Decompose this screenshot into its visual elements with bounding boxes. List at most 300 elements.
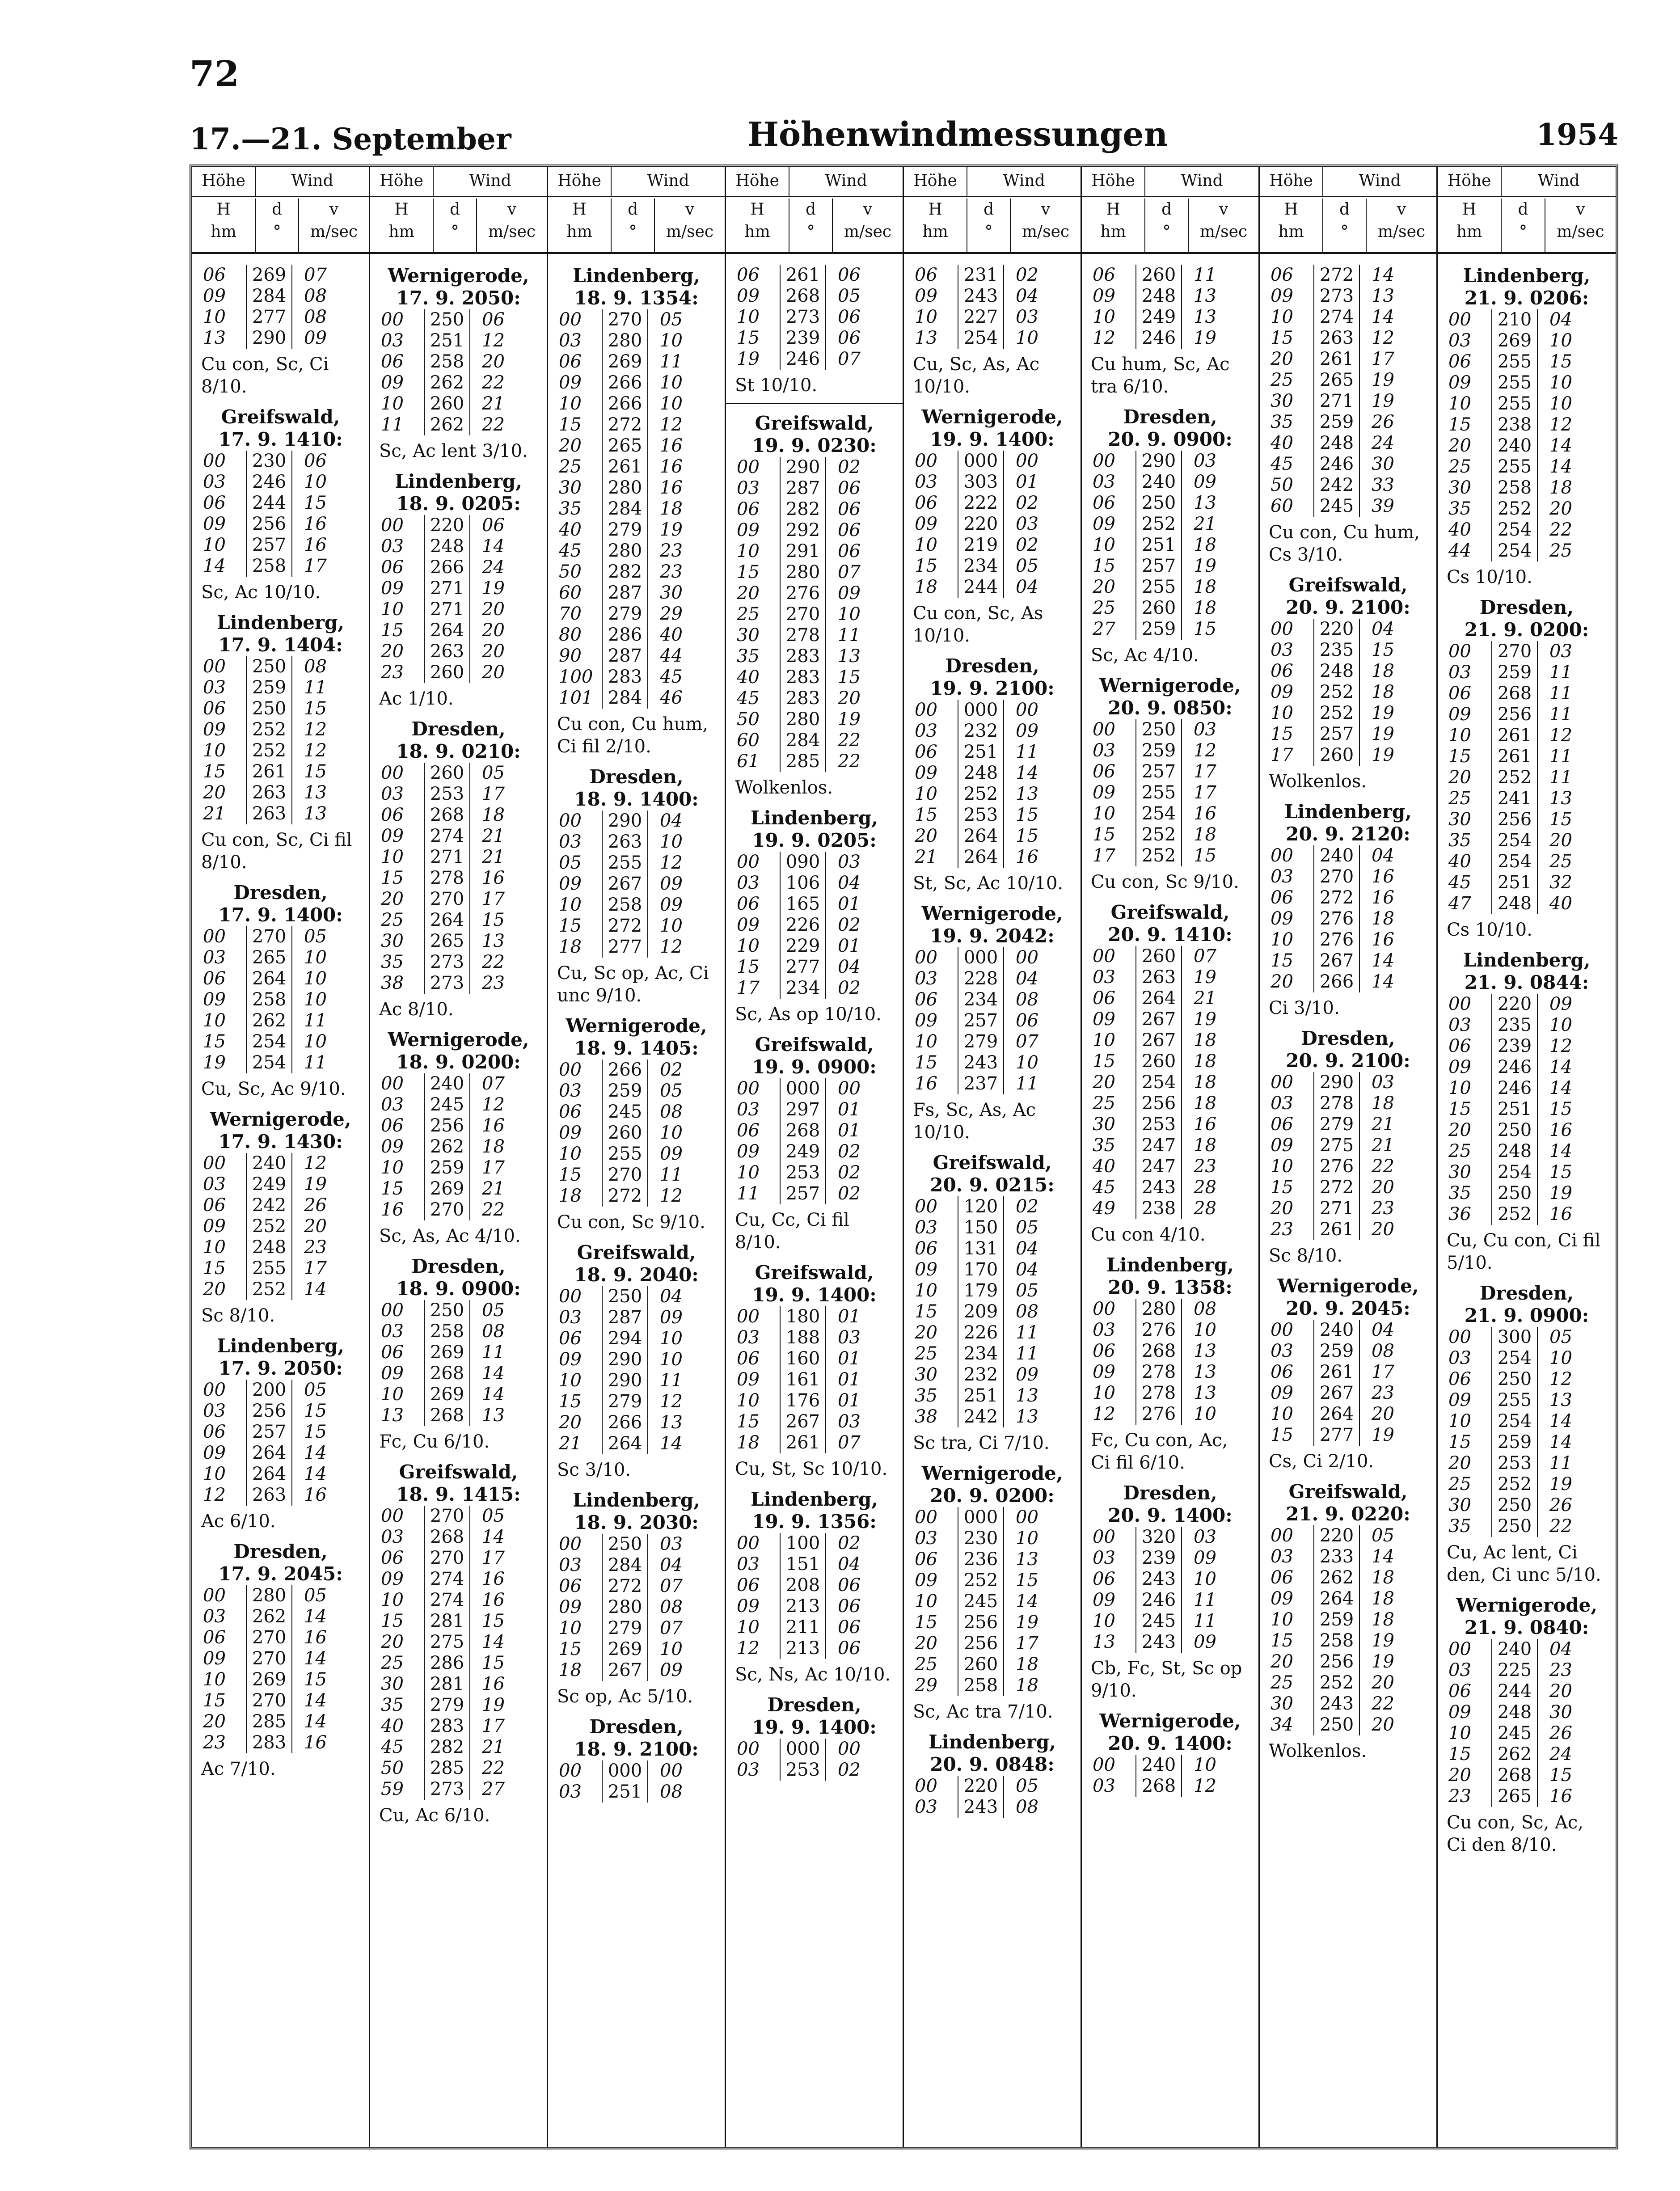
direction-cell: 179 [958,1280,1004,1301]
cloud-observation: Sc tra, Ci 7/10. [913,1433,1050,1453]
table-row [548,1760,725,1782]
table-row [1260,1630,1436,1651]
station-time: 17. 9. 1430: [218,1131,343,1152]
station-time: 20. 9. 0850: [1108,697,1233,719]
height-cell: 20 [1448,767,1471,788]
table-row [1438,788,1616,809]
direction-cell: 232 [958,721,1004,742]
table-row [192,719,369,740]
height-cell: 10 [203,1669,226,1690]
direction-cell: 271 [1313,391,1360,412]
height-cell: 50 [381,1758,404,1778]
speed-cell: 11 [1549,662,1572,683]
direction-cell: 252 [1313,1672,1360,1693]
direction-cell: 239 [780,328,826,349]
speed-cell: 13 [1016,1385,1038,1406]
speed-cell: 19 [1372,1425,1394,1445]
height-cell: 09 [737,286,760,306]
speed-cell: 09 [1194,1632,1216,1652]
direction-cell: 131 [958,1238,1004,1259]
table-row [192,535,369,556]
height-cell: 10 [915,535,937,555]
table-row [1260,866,1436,887]
direction-cell: 259 [1491,662,1538,683]
speed-cell: 14 [1372,950,1394,971]
table-row [1438,1765,1616,1786]
table-row [370,847,547,868]
direction-cell: 273 [1313,286,1360,307]
speed-cell: 10 [304,1031,327,1052]
table-row [192,307,369,328]
station-block [548,265,725,758]
speed-cell: 17 [482,784,505,804]
height-cell: 30 [559,477,582,498]
speed-cell: 25 [1549,540,1572,561]
speed-cell: 05 [1016,556,1038,576]
speed-cell: 09 [660,1307,683,1328]
speed-cell: 08 [304,656,327,677]
speed-cell: 05 [1372,1525,1394,1546]
height-cell: 15 [915,1612,937,1633]
table-row [548,309,725,330]
height-cell: 00 [381,515,404,536]
table-row [1438,1036,1616,1057]
direction-cell: 290 [602,1349,648,1370]
direction-cell: 254 [1491,1348,1538,1369]
direction-cell: 261 [1313,1362,1360,1383]
header-hoehe: Höhe [1082,167,1145,196]
direction-cell: 242 [1313,475,1360,496]
height-cell: 09 [1093,286,1115,306]
height-cell: 03 [1093,967,1115,988]
station-time: 18. 9. 2100: [574,1738,699,1760]
cloud-observation: Sc, As, Ac 4/10. [379,1226,521,1246]
speed-cell: 06 [838,265,861,285]
height-cell: 09 [381,826,404,846]
table-row [1260,1383,1436,1404]
speed-cell: 05 [482,763,505,783]
height-cell: 09 [915,1259,937,1280]
station-block [726,1488,903,1686]
height-cell: 03 [203,677,226,698]
height-cell: 10 [915,1591,937,1612]
height-cell: 20 [1271,1651,1293,1672]
height-cell: 09 [203,1216,226,1237]
height-cell: 10 [1093,1030,1115,1051]
height-cell: 06 [1093,1341,1115,1361]
height-cell: 40 [1448,519,1471,540]
table-row [192,1648,369,1669]
table-row [904,307,1081,328]
speed-cell: 22 [482,414,505,435]
direction-cell: 285 [424,1758,470,1779]
height-cell: 10 [1448,1078,1471,1098]
direction-cell: 271 [424,578,470,599]
direction-cell: 268 [1135,1776,1182,1797]
direction-cell: 241 [1491,788,1538,809]
speed-cell: 03 [1194,719,1216,740]
direction-cell: 090 [780,852,826,873]
speed-cell: 13 [1194,493,1216,513]
table-row [904,1633,1081,1654]
height-cell: 25 [1093,1093,1115,1114]
cloud-observation: Cu con, Cu hum, Cs 3/10. [1269,522,1420,565]
table-row [192,1031,369,1052]
table-row [370,1779,547,1800]
table-row [726,1120,903,1141]
direction-cell: 290 [602,811,648,832]
table-row [726,915,903,936]
height-cell: 00 [1093,1527,1115,1547]
header-speed: v m/sec [654,198,725,252]
height-cell: 16 [915,1073,937,1094]
height-cell: 06 [1448,1369,1471,1389]
table-column [726,167,904,2147]
height-cell: 16 [381,1199,404,1220]
station-time: 19. 9. 1400: [930,428,1055,450]
speed-cell: 26 [1372,412,1394,432]
table-row [1438,830,1616,851]
speed-cell: 11 [1549,767,1572,788]
table-row [1438,1141,1616,1162]
height-cell: 06 [1448,1681,1471,1701]
direction-cell: 246 [1313,454,1360,475]
direction-cell: 257 [780,1183,826,1204]
speed-cell: 00 [1016,1507,1038,1528]
speed-cell: 02 [660,1060,683,1080]
station-block [370,470,547,710]
table-row [904,1238,1081,1259]
speed-cell: 08 [660,1102,683,1122]
direction-cell: 320 [1135,1527,1182,1548]
height-cell: 06 [1448,1036,1471,1056]
table-row [370,309,547,330]
height-cell: 09 [1271,682,1293,702]
station-name: Greifswald, [933,1152,1052,1174]
table-row [1438,809,1616,830]
direction-cell: 273 [780,307,826,328]
cloud-observation: Cs 10/10. [1447,920,1532,940]
station-block [370,265,547,462]
table-row [904,556,1081,577]
station-name: Lindenberg, [751,807,878,829]
table-row [904,1406,1081,1427]
speed-cell: 07 [1194,946,1216,967]
height-cell: 03 [1093,1548,1115,1568]
height-cell: 38 [381,973,404,993]
speed-cell: 12 [304,719,327,740]
height-cell: 30 [381,1674,404,1694]
cloud-observation: Ac 8/10. [379,999,454,1020]
header-height-unit: H hm [1260,198,1323,252]
table-row [904,1797,1081,1818]
cloud-observation: Cu, Cu con, Ci fil 5/10. [1447,1230,1601,1273]
direction-cell: 279 [602,1391,648,1412]
direction-cell: 261 [1313,1219,1360,1240]
direction-cell: 268 [424,1363,470,1384]
speed-cell: 02 [1016,1196,1038,1217]
height-cell: 00 [381,763,404,783]
speed-cell: 13 [1194,1341,1216,1361]
direction-cell: 279 [1313,1114,1360,1135]
table-row [904,1322,1081,1343]
station-block [726,265,903,404]
station-time: 19. 9. 0205: [752,829,877,851]
direction-cell: 270 [602,1165,648,1186]
height-cell: 40 [1448,851,1471,872]
speed-cell: 09 [1016,1364,1038,1385]
direction-cell: 234 [958,1343,1004,1364]
height-cell: 20 [203,1279,226,1300]
table-row [1260,950,1436,971]
direction-cell: 264 [1313,1404,1360,1425]
direction-cell: 252 [1313,682,1360,703]
station-block [1082,675,1258,893]
speed-cell: 05 [660,309,683,330]
height-cell: 06 [203,968,226,989]
direction-cell: 278 [1135,1362,1182,1383]
table-row [548,414,725,435]
speed-cell: 11 [1016,1073,1038,1094]
table-row [548,874,725,895]
height-cell: 10 [381,1157,404,1178]
speed-cell: 05 [482,1300,505,1321]
speed-cell: 20 [1372,1219,1394,1240]
direction-cell: 290 [602,1370,648,1391]
table-row [726,1596,903,1617]
table-row [726,936,903,957]
table-row [726,688,903,709]
direction-cell: 262 [424,1136,470,1157]
height-cell: 10 [381,393,404,414]
table-row [1260,1320,1436,1341]
height-cell: 15 [381,620,404,641]
speed-cell: 11 [660,1165,683,1185]
speed-cell: 06 [838,1575,861,1596]
direction-cell: 271 [1313,1198,1360,1219]
table-row [1260,682,1436,703]
table-row [192,698,369,719]
direction-cell: 270 [246,1627,292,1648]
height-cell: 20 [381,889,404,909]
direction-cell: 280 [1135,1299,1182,1320]
speed-cell: 16 [660,456,683,477]
speed-cell: 19 [1194,967,1216,988]
table-row [548,477,725,498]
height-cell: 30 [1093,1114,1115,1135]
height-cell: 21 [915,847,937,867]
direction-cell: 243 [958,1052,1004,1073]
table-row [1082,286,1258,307]
station-block [904,655,1081,895]
direction-cell: 000 [958,451,1004,472]
speed-cell: 08 [660,1782,683,1802]
speed-cell: 15 [1016,1570,1038,1591]
height-cell: 25 [1448,456,1471,477]
height-cell: 10 [203,307,226,327]
height-cell: 20 [1448,1765,1471,1786]
direction-cell: 274 [424,1590,470,1611]
speed-cell: 15 [1372,640,1394,660]
direction-cell: 268 [424,1405,470,1426]
direction-cell: 272 [1313,1177,1360,1198]
height-cell: 15 [737,1411,760,1432]
direction-cell: 237 [958,1073,1004,1094]
table-row [370,1136,547,1157]
direction-cell: 254 [1135,803,1182,824]
speed-cell: 02 [838,1141,861,1162]
speed-cell: 18 [1194,824,1216,845]
height-cell: 00 [559,1060,582,1080]
height-cell: 10 [381,847,404,867]
table-row [1082,1611,1258,1632]
height-cell: 34 [1271,1714,1293,1735]
speed-cell: 03 [1016,307,1038,327]
height-cell: 13 [915,328,937,348]
direction-cell: 251 [958,742,1004,763]
table-row [1438,435,1616,456]
table-row [904,1549,1081,1570]
station-name: Wernigerode, [921,406,1063,428]
height-cell: 06 [1093,761,1115,782]
speed-cell: 10 [304,989,327,1010]
direction-cell: 180 [780,1306,826,1327]
height-cell: 25 [1093,598,1115,618]
height-cell: 10 [1271,1156,1293,1177]
direction-cell: 261 [1491,725,1538,746]
table-row [548,604,725,625]
speed-cell: 15 [1549,1765,1572,1786]
speed-cell: 30 [1372,454,1394,474]
direction-cell: 000 [780,1739,826,1760]
header-speed: v m/sec [832,198,903,252]
table-row [1082,535,1258,556]
station-block [726,412,903,799]
height-cell: 18 [559,937,582,957]
table-row [192,493,369,514]
cloud-observation: Sc op, Ac 5/10. [557,1686,693,1707]
speed-cell: 12 [1194,740,1216,761]
speed-cell: 09 [660,1660,683,1680]
speed-cell: 14 [1549,1078,1572,1098]
station-block [548,1015,725,1233]
table-row [1260,640,1436,661]
column-header [1260,167,1436,254]
height-cell: 20 [1448,435,1471,456]
station-time: 19. 9. 0900: [752,1056,877,1078]
height-cell: 06 [203,1627,226,1648]
table-row [192,472,369,493]
table-row [726,1554,903,1575]
height-cell: 10 [381,1590,404,1610]
station-time: 20. 9. 2045: [1286,1297,1410,1319]
direction-cell: 264 [602,1433,648,1454]
speed-cell: 22 [838,751,861,772]
direction-cell: 273 [424,973,470,994]
height-cell: 10 [1093,1383,1115,1403]
height-cell: 09 [737,1596,760,1617]
direction-cell: 266 [602,372,648,393]
speed-cell: 15 [304,761,327,782]
station-name: Dresden, [589,1716,684,1738]
direction-cell: 225 [1491,1660,1538,1681]
speed-cell: 11 [1549,746,1572,767]
speed-cell: 12 [304,740,327,761]
height-cell: 03 [1093,1320,1115,1340]
table-row [726,562,903,583]
height-cell: 00 [559,1760,582,1781]
direction-cell: 255 [1491,372,1538,393]
height-cell: 30 [1448,809,1471,830]
table-row [726,625,903,646]
speed-cell: 09 [1016,721,1038,741]
height-cell: 00 [381,1506,404,1526]
speed-cell: 19 [660,519,683,540]
header-height-unit: H hm [370,198,434,252]
header-wind: Wind [825,172,867,190]
height-cell: 00 [1448,1327,1471,1347]
table-row [726,1575,903,1596]
speed-cell: 21 [482,1737,505,1757]
height-cell: 20 [1271,971,1293,992]
height-cell: 03 [381,330,404,351]
speed-cell: 00 [1016,947,1038,968]
direction-cell: 286 [602,625,648,646]
height-cell: 23 [1271,1219,1293,1240]
height-cell: 45 [1093,1177,1115,1198]
table-row [1438,1516,1616,1537]
height-cell: 09 [1448,372,1471,393]
station-block [904,1152,1081,1454]
table-row [370,1363,547,1384]
speed-cell: 16 [482,1569,505,1589]
header-hoehe: Höhe [726,167,789,196]
direction-cell: 264 [958,847,1004,868]
speed-cell: 18 [1194,1093,1216,1114]
direction-cell: 250 [1491,1369,1538,1390]
speed-cell: 10 [1549,1015,1572,1035]
speed-cell: 10 [1549,393,1572,414]
height-cell: 00 [1271,1320,1293,1340]
cloud-observation: Ac 1/10. [379,688,454,709]
height-cell: 35 [381,952,404,972]
speed-cell: 07 [838,349,861,369]
direction-cell: 277 [246,307,292,328]
direction-cell: 261 [246,761,292,782]
station-time: 21. 9. 0900: [1464,1304,1589,1326]
direction-cell: 248 [424,536,470,557]
speed-cell: 01 [838,1348,861,1369]
direction-cell: 000 [780,1078,826,1099]
height-cell: 09 [737,1141,760,1162]
direction-cell: 258 [602,895,648,916]
height-cell: 09 [915,1010,937,1031]
table-row [192,1464,369,1485]
station-block [904,903,1081,1144]
station-time: 20. 9. 1358: [1108,1276,1233,1298]
table-row [1260,265,1436,286]
direction-cell: 261 [780,265,826,286]
height-cell: 03 [203,947,226,968]
height-cell: 06 [381,557,404,578]
height-cell: 40 [381,1716,404,1736]
height-cell: 21 [203,803,226,824]
height-cell: 80 [559,625,582,645]
height-cell: 09 [1093,782,1115,803]
table-row [548,1144,725,1165]
table-row [726,1306,903,1327]
speed-cell: 44 [660,646,683,666]
